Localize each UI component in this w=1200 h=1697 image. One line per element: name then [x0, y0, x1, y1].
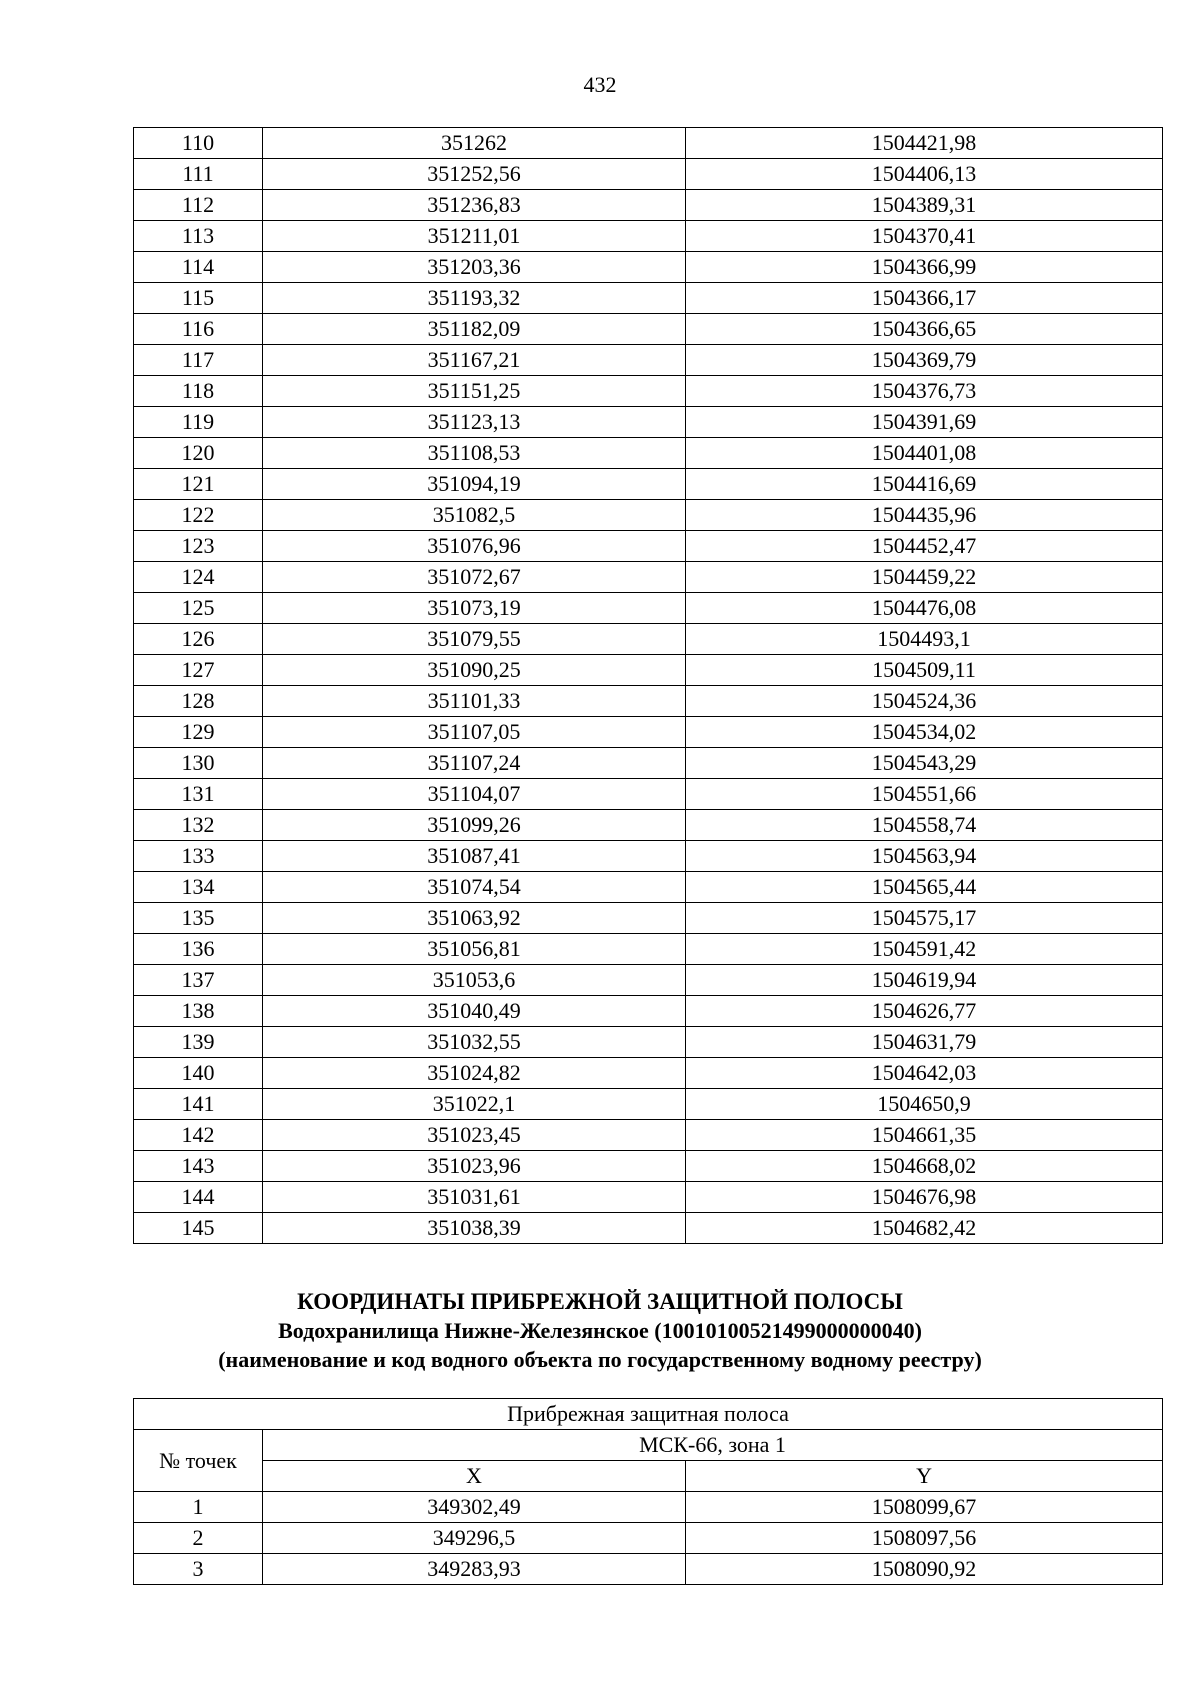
- point-number-cell: 144: [134, 1182, 263, 1213]
- point-number-cell: 120: [134, 438, 263, 469]
- x-coordinate-cell: 351151,25: [263, 376, 686, 407]
- table-row: [134, 128, 1163, 159]
- y-coordinate-cell: 1504416,69: [686, 469, 1163, 500]
- x-coordinate-cell: 351053,6: [263, 965, 686, 996]
- x-coordinate-cell: 349302,49: [263, 1492, 686, 1523]
- y-coordinate-cell: 1504619,94: [686, 965, 1163, 996]
- point-number-cell: 123: [134, 531, 263, 562]
- x-coordinate-cell: 351023,45: [263, 1120, 686, 1151]
- section-subtitle: Водохранилища Нижне-Железянское (10010100521499000000040): [278, 1318, 922, 1343]
- x-coordinate-cell: 351087,41: [263, 841, 686, 872]
- section-title: КООРДИНАТЫ ПРИБРЕЖНОЙ ЗАЩИТНОЙ ПОЛОСЫ: [297, 1289, 903, 1314]
- point-number-cell: 2: [134, 1523, 263, 1554]
- point-number-cell: 1: [134, 1492, 263, 1523]
- x-coordinate-cell: 351082,5: [263, 500, 686, 531]
- table-row: [134, 593, 1163, 624]
- y-coordinate-cell: 1504366,99: [686, 252, 1163, 283]
- x-coordinate-cell: 349296,5: [263, 1523, 686, 1554]
- table-row: [134, 779, 1163, 810]
- x-coordinate-cell: 351073,19: [263, 593, 686, 624]
- y-coordinate-cell: 1504631,79: [686, 1027, 1163, 1058]
- y-coordinate-cell: 1504682,42: [686, 1213, 1163, 1244]
- header-x: X: [263, 1461, 686, 1492]
- y-coordinate-cell: 1504575,17: [686, 903, 1163, 934]
- table-row: [134, 345, 1163, 376]
- point-number-cell: 145: [134, 1213, 263, 1244]
- x-coordinate-cell: 351023,96: [263, 1151, 686, 1182]
- x-coordinate-cell: 351063,92: [263, 903, 686, 934]
- point-number-cell: 140: [134, 1058, 263, 1089]
- point-number-cell: 134: [134, 872, 263, 903]
- x-coordinate-cell: 351079,55: [263, 624, 686, 655]
- y-coordinate-cell: 1504509,11: [686, 655, 1163, 686]
- header-coordinate-system: МСК-66, зона 1: [263, 1430, 1163, 1461]
- x-coordinate-cell: 351123,13: [263, 407, 686, 438]
- table-row: [134, 1089, 1163, 1120]
- table-row: [134, 159, 1163, 190]
- x-coordinate-cell: 351024,82: [263, 1058, 686, 1089]
- table-row: [134, 1554, 1163, 1585]
- point-number-cell: 122: [134, 500, 263, 531]
- y-coordinate-cell: 1504551,66: [686, 779, 1163, 810]
- point-number-cell: 139: [134, 1027, 263, 1058]
- y-coordinate-cell: 1504459,22: [686, 562, 1163, 593]
- y-coordinate-cell: 1504366,65: [686, 314, 1163, 345]
- y-coordinate-cell: 1504366,17: [686, 283, 1163, 314]
- x-coordinate-cell: 351101,33: [263, 686, 686, 717]
- x-coordinate-cell: 351074,54: [263, 872, 686, 903]
- point-number-cell: 121: [134, 469, 263, 500]
- x-coordinate-cell: 351107,05: [263, 717, 686, 748]
- point-number-cell: 137: [134, 965, 263, 996]
- table-row: [134, 810, 1163, 841]
- table-row: [134, 1058, 1163, 1089]
- x-coordinate-cell: 351031,61: [263, 1182, 686, 1213]
- point-number-cell: 125: [134, 593, 263, 624]
- x-coordinate-cell: 351193,32: [263, 283, 686, 314]
- x-coordinate-cell: 351090,25: [263, 655, 686, 686]
- x-coordinate-cell: 351099,26: [263, 810, 686, 841]
- table-row: [134, 562, 1163, 593]
- x-coordinate-cell: 349283,93: [263, 1554, 686, 1585]
- point-number-cell: 136: [134, 934, 263, 965]
- point-number-cell: 115: [134, 283, 263, 314]
- page-number: 432: [583, 72, 617, 97]
- point-number-cell: 117: [134, 345, 263, 376]
- table-row: [134, 996, 1163, 1027]
- point-number-cell: 110: [134, 128, 263, 159]
- x-coordinate-cell: 351094,19: [263, 469, 686, 500]
- point-number-cell: 141: [134, 1089, 263, 1120]
- table-row: [134, 283, 1163, 314]
- point-number-cell: 143: [134, 1151, 263, 1182]
- point-number-cell: 128: [134, 686, 263, 717]
- point-number-cell: 118: [134, 376, 263, 407]
- table-row: [134, 252, 1163, 283]
- x-coordinate-cell: 351040,49: [263, 996, 686, 1027]
- table-row: [134, 655, 1163, 686]
- table-row: [134, 1151, 1163, 1182]
- table-row: [134, 717, 1163, 748]
- table-row: [134, 221, 1163, 252]
- coordinates-table-continued: [133, 127, 1163, 1244]
- x-coordinate-cell: 351076,96: [263, 531, 686, 562]
- point-number-cell: 126: [134, 624, 263, 655]
- y-coordinate-cell: 1504668,02: [686, 1151, 1163, 1182]
- table-row: [134, 1027, 1163, 1058]
- table-row: [134, 686, 1163, 717]
- y-coordinate-cell: 1504391,69: [686, 407, 1163, 438]
- table-row: [134, 624, 1163, 655]
- x-coordinate-cell: 351108,53: [263, 438, 686, 469]
- point-number-cell: 138: [134, 996, 263, 1027]
- point-number-cell: 127: [134, 655, 263, 686]
- point-number-cell: 130: [134, 748, 263, 779]
- x-coordinate-cell: 351236,83: [263, 190, 686, 221]
- table-row: [134, 872, 1163, 903]
- section-header: [0, 1287, 1200, 1374]
- table-header-row: [134, 1430, 1163, 1461]
- y-coordinate-cell: 1504376,73: [686, 376, 1163, 407]
- y-coordinate-cell: 1504642,03: [686, 1058, 1163, 1089]
- header-points-column: № точек: [134, 1430, 263, 1492]
- point-number-cell: 124: [134, 562, 263, 593]
- table-row: [134, 1120, 1163, 1151]
- x-coordinate-cell: 351252,56: [263, 159, 686, 190]
- y-coordinate-cell: 1504389,31: [686, 190, 1163, 221]
- y-coordinate-cell: 1508090,92: [686, 1554, 1163, 1585]
- buffer-zone-table-body: [134, 1492, 1163, 1585]
- table-row: [134, 841, 1163, 872]
- y-coordinate-cell: 1504591,42: [686, 934, 1163, 965]
- table-row: [134, 314, 1163, 345]
- table-row: [134, 376, 1163, 407]
- y-coordinate-cell: 1504626,77: [686, 996, 1163, 1027]
- coordinates-table-body: [134, 128, 1163, 1244]
- header-y: Y: [686, 1461, 1163, 1492]
- point-number-cell: 133: [134, 841, 263, 872]
- x-coordinate-cell: 351032,55: [263, 1027, 686, 1058]
- x-coordinate-cell: 351104,07: [263, 779, 686, 810]
- point-number-cell: 116: [134, 314, 263, 345]
- point-number-cell: 119: [134, 407, 263, 438]
- table-header-row: [134, 1461, 1163, 1492]
- buffer-zone-coordinates-table: [133, 1398, 1163, 1585]
- point-number-cell: 112: [134, 190, 263, 221]
- y-coordinate-cell: 1504452,47: [686, 531, 1163, 562]
- y-coordinate-cell: 1504493,1: [686, 624, 1163, 655]
- table-row: [134, 1523, 1163, 1554]
- y-coordinate-cell: 1504661,35: [686, 1120, 1163, 1151]
- table-row: [134, 469, 1163, 500]
- table-row: [134, 965, 1163, 996]
- table-row: [134, 438, 1163, 469]
- point-number-cell: 135: [134, 903, 263, 934]
- y-coordinate-cell: 1508099,67: [686, 1492, 1163, 1523]
- y-coordinate-cell: 1504406,13: [686, 159, 1163, 190]
- point-number-cell: 132: [134, 810, 263, 841]
- table-row: [134, 934, 1163, 965]
- table-row: [134, 407, 1163, 438]
- point-number-cell: 129: [134, 717, 263, 748]
- y-coordinate-cell: 1504421,98: [686, 128, 1163, 159]
- y-coordinate-cell: 1504534,02: [686, 717, 1163, 748]
- x-coordinate-cell: 351038,39: [263, 1213, 686, 1244]
- table-row: [134, 531, 1163, 562]
- y-coordinate-cell: 1504565,44: [686, 872, 1163, 903]
- section-note: (наименование и код водного объекта по государственному водному реестру): [218, 1347, 982, 1372]
- x-coordinate-cell: 351072,67: [263, 562, 686, 593]
- point-number-cell: 131: [134, 779, 263, 810]
- table-row: [134, 1182, 1163, 1213]
- y-coordinate-cell: 1504370,41: [686, 221, 1163, 252]
- table-row: [134, 1492, 1163, 1523]
- y-coordinate-cell: 1504563,94: [686, 841, 1163, 872]
- y-coordinate-cell: 1504369,79: [686, 345, 1163, 376]
- x-coordinate-cell: 351056,81: [263, 934, 686, 965]
- x-coordinate-cell: 351211,01: [263, 221, 686, 252]
- buffer-zone-table-head: [134, 1399, 1163, 1492]
- header-title: Прибрежная защитная полоса: [134, 1399, 1163, 1430]
- x-coordinate-cell: 351262: [263, 128, 686, 159]
- table-row: [134, 500, 1163, 531]
- y-coordinate-cell: 1504543,29: [686, 748, 1163, 779]
- y-coordinate-cell: 1504650,9: [686, 1089, 1163, 1120]
- y-coordinate-cell: 1504401,08: [686, 438, 1163, 469]
- table-header-row: [134, 1399, 1163, 1430]
- x-coordinate-cell: 351167,21: [263, 345, 686, 376]
- y-coordinate-cell: 1504524,36: [686, 686, 1163, 717]
- y-coordinate-cell: 1508097,56: [686, 1523, 1163, 1554]
- table-row: [134, 1213, 1163, 1244]
- y-coordinate-cell: 1504676,98: [686, 1182, 1163, 1213]
- table-row: [134, 190, 1163, 221]
- point-number-cell: 114: [134, 252, 263, 283]
- point-number-cell: 113: [134, 221, 263, 252]
- point-number-cell: 111: [134, 159, 263, 190]
- x-coordinate-cell: 351203,36: [263, 252, 686, 283]
- x-coordinate-cell: 351182,09: [263, 314, 686, 345]
- point-number-cell: 142: [134, 1120, 263, 1151]
- table-row: [134, 748, 1163, 779]
- table-row: [134, 903, 1163, 934]
- x-coordinate-cell: 351022,1: [263, 1089, 686, 1120]
- y-coordinate-cell: 1504476,08: [686, 593, 1163, 624]
- y-coordinate-cell: 1504435,96: [686, 500, 1163, 531]
- x-coordinate-cell: 351107,24: [263, 748, 686, 779]
- point-number-cell: 3: [134, 1554, 263, 1585]
- y-coordinate-cell: 1504558,74: [686, 810, 1163, 841]
